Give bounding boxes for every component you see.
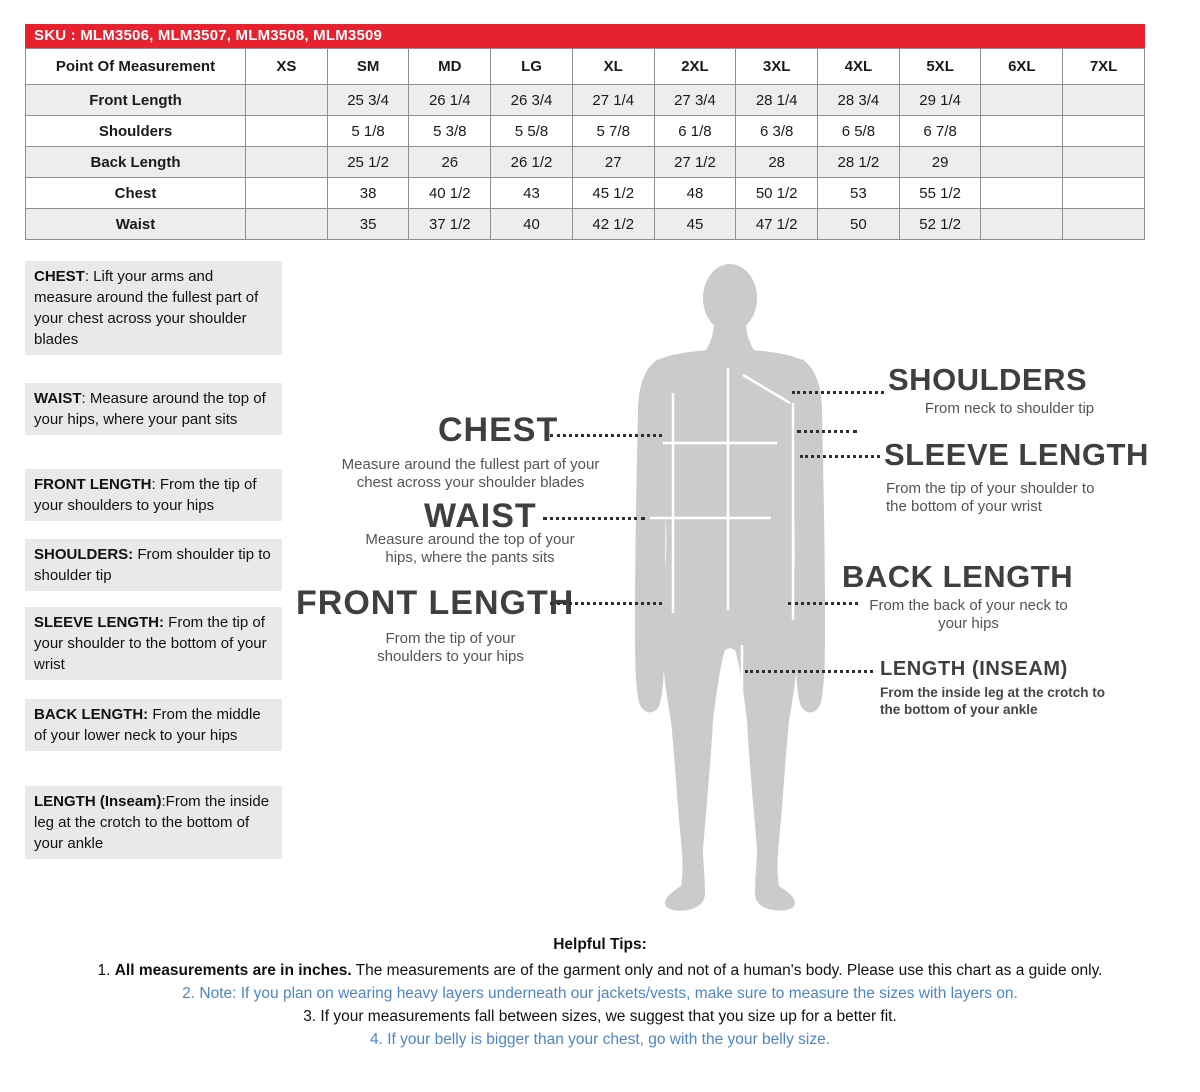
size-value-cell [246, 147, 328, 178]
size-value-cell [246, 85, 328, 116]
inseam-callout-title: LENGTH (INSEAM) [880, 658, 1068, 680]
column-header: 5XL [899, 49, 981, 85]
chest-connector-line [550, 434, 662, 437]
tips-list [0, 962, 1200, 1048]
tip-text: If your belly is bigger than your chest, go with the your belly size. [387, 1031, 831, 1048]
size-value-cell [1063, 116, 1145, 147]
size-value-cell: 27 3/4 [654, 85, 736, 116]
column-header: 3XL [736, 49, 818, 85]
definition-text: : Measure around the top of your hips, where your pant sits [34, 390, 266, 428]
definition-text: From the middle of your lower neck to your hips [34, 706, 261, 744]
size-value-cell [1063, 209, 1145, 240]
size-table-body [26, 85, 1145, 240]
row-label: Back Length [26, 147, 246, 178]
size-value-cell [246, 209, 328, 240]
back-length-connector-line [788, 602, 858, 605]
size-value-cell: 26 3/4 [491, 85, 573, 116]
definition-term: WAIST [34, 390, 82, 407]
size-value-cell: 27 1/4 [572, 85, 654, 116]
size-value-cell: 28 1/4 [736, 85, 818, 116]
sku-banner: SKU : MLM3506, MLM3507, MLM3508, MLM3509 [25, 24, 1145, 48]
column-header: SM [327, 49, 409, 85]
chest-callout-title: CHEST [438, 411, 559, 449]
definition-term: LENGTH (Inseam) [34, 793, 162, 810]
back-length-callout-title: BACK LENGTH [842, 559, 1074, 594]
size-value-cell: 28 [736, 147, 818, 178]
size-value-cell [1063, 85, 1145, 116]
row-label: Chest [26, 178, 246, 209]
definition-text: From shoulder tip to shoulder tip [34, 546, 271, 584]
size-value-cell: 53 [818, 178, 900, 209]
column-header: LG [491, 49, 573, 85]
size-value-cell: 25 3/4 [327, 85, 409, 116]
size-value-cell: 55 1/2 [899, 178, 981, 209]
tips-heading: Helpful Tips: [553, 936, 647, 953]
column-header: XS [246, 49, 328, 85]
sleeve-length-callout-title: SLEEVE LENGTH [884, 437, 1149, 472]
size-value-cell: 37 1/2 [409, 209, 491, 240]
waist-connector-line [543, 517, 645, 520]
size-value-cell [1063, 147, 1145, 178]
tip-text: If your measurements fall between sizes, we suggest that you size up for a better fit. [320, 1008, 897, 1025]
table-row [26, 116, 1145, 147]
measurement-diagram [0, 248, 1200, 938]
body-silhouette-illustration [608, 256, 856, 916]
helpful-tips [0, 936, 1200, 1054]
tip-text: The measurements are of the garment only and not of a human's body. Please use this chart as a guide only. [355, 962, 1103, 979]
tip-item [0, 985, 1200, 1002]
definition-term: SLEEVE LENGTH: [34, 614, 165, 631]
size-value-cell [981, 178, 1063, 209]
tip-number: 4. [369, 1031, 388, 1048]
table-row [26, 209, 1145, 240]
definition-term: SHOULDERS: [34, 546, 134, 563]
inseam-callout-desc: From the inside leg at the crotch to the bottom of your ankle [880, 685, 1106, 717]
column-header: 4XL [818, 49, 900, 85]
size-value-cell: 50 [818, 209, 900, 240]
chest-callout-desc: Measure around the fullest part of your chest across your shoulder blades [341, 456, 600, 491]
size-value-cell: 27 1/2 [654, 147, 736, 178]
tip-item [0, 1008, 1200, 1025]
column-header: MD [409, 49, 491, 85]
sleeve-connector-line [800, 455, 880, 458]
size-value-cell: 6 5/8 [818, 116, 900, 147]
front-length-callout-desc: From the tip of your shoulders to your hips [377, 630, 524, 665]
front-length-connector-line [550, 602, 662, 605]
size-value-cell: 48 [654, 178, 736, 209]
size-value-cell: 5 7/8 [572, 116, 654, 147]
shoulders-connector-line [792, 391, 884, 394]
column-header: 7XL [1063, 49, 1145, 85]
size-value-cell: 42 1/2 [572, 209, 654, 240]
back-length-callout-desc: From the back of your neck to your hips [869, 597, 1068, 632]
row-label: Front Length [26, 85, 246, 116]
tip-bold-text: All measurements are in inches. [114, 962, 352, 979]
definition-text: : Lift your arms and measure around the fullest part of your chest across your shoulder blades [34, 268, 259, 348]
size-value-cell: 47 1/2 [736, 209, 818, 240]
row-label: Waist [26, 209, 246, 240]
column-header: 2XL [654, 49, 736, 85]
table-row [26, 178, 1145, 209]
size-value-cell: 35 [327, 209, 409, 240]
size-value-cell [981, 147, 1063, 178]
male-figure-shape [635, 264, 825, 911]
chest-right-connector-line [797, 430, 857, 433]
definition-text: :From the inside leg at the crotch to the bottom of your ankle [34, 793, 270, 852]
size-value-cell: 28 1/2 [818, 147, 900, 178]
size-value-cell: 6 7/8 [899, 116, 981, 147]
definition-term: FRONT LENGTH [34, 476, 152, 493]
size-value-cell [981, 116, 1063, 147]
definition-text: From the tip of your shoulder to the bottom of your wrist [34, 614, 267, 673]
front-length-callout-title: FRONT LENGTH [296, 584, 575, 622]
table-row [26, 85, 1145, 116]
size-value-cell: 26 [409, 147, 491, 178]
size-table [25, 48, 1145, 240]
waist-callout-desc: Measure around the top of your hips, where the pants sits [365, 531, 575, 566]
size-value-cell: 27 [572, 147, 654, 178]
tip-number: 2. [182, 985, 200, 1002]
column-header: Point Of Measurement [26, 49, 246, 85]
waist-callout-title: WAIST [424, 497, 537, 535]
size-value-cell: 29 1/4 [899, 85, 981, 116]
size-value-cell: 45 [654, 209, 736, 240]
tip-number: 3. [303, 1008, 321, 1025]
size-value-cell [981, 85, 1063, 116]
column-header: XL [572, 49, 654, 85]
table-row [26, 147, 1145, 178]
size-value-cell: 50 1/2 [736, 178, 818, 209]
size-table-header [26, 49, 1145, 85]
size-value-cell: 40 [491, 209, 573, 240]
size-value-cell [1063, 178, 1145, 209]
definition-text: : From the tip of your shoulders to your hips [34, 476, 257, 514]
tip-item [0, 962, 1200, 979]
row-label: Shoulders [26, 116, 246, 147]
tip-number: 1. [97, 962, 115, 979]
size-value-cell: 6 1/8 [654, 116, 736, 147]
size-value-cell: 38 [327, 178, 409, 209]
size-value-cell: 26 1/4 [409, 85, 491, 116]
size-value-cell: 52 1/2 [899, 209, 981, 240]
size-value-cell: 5 5/8 [491, 116, 573, 147]
size-value-cell [246, 178, 328, 209]
size-value-cell: 25 1/2 [327, 147, 409, 178]
definition-term: BACK LENGTH: [34, 706, 149, 723]
shoulders-callout-desc: From neck to shoulder tip [924, 400, 1095, 417]
size-value-cell: 5 1/8 [327, 116, 409, 147]
size-value-cell [981, 209, 1063, 240]
size-value-cell [246, 116, 328, 147]
tip-item [0, 1031, 1200, 1048]
size-table-header-row [26, 49, 1145, 85]
size-value-cell: 29 [899, 147, 981, 178]
size-value-cell: 26 1/2 [491, 147, 573, 178]
size-value-cell: 45 1/2 [572, 178, 654, 209]
definition-term: CHEST [34, 268, 85, 285]
tip-text: Note: If you plan on wearing heavy layers underneath our jackets/vests, make sure to measure the sizes with layers on. [199, 985, 1018, 1002]
size-value-cell: 5 3/8 [409, 116, 491, 147]
column-header: 6XL [981, 49, 1063, 85]
shoulders-callout-title: SHOULDERS [888, 362, 1088, 397]
inseam-connector-line [745, 670, 873, 673]
size-value-cell: 6 3/8 [736, 116, 818, 147]
sleeve-length-callout-desc: From the tip of your shoulder to the bottom of your wrist [886, 480, 1095, 515]
size-value-cell: 40 1/2 [409, 178, 491, 209]
size-value-cell: 43 [491, 178, 573, 209]
size-value-cell: 28 3/4 [818, 85, 900, 116]
